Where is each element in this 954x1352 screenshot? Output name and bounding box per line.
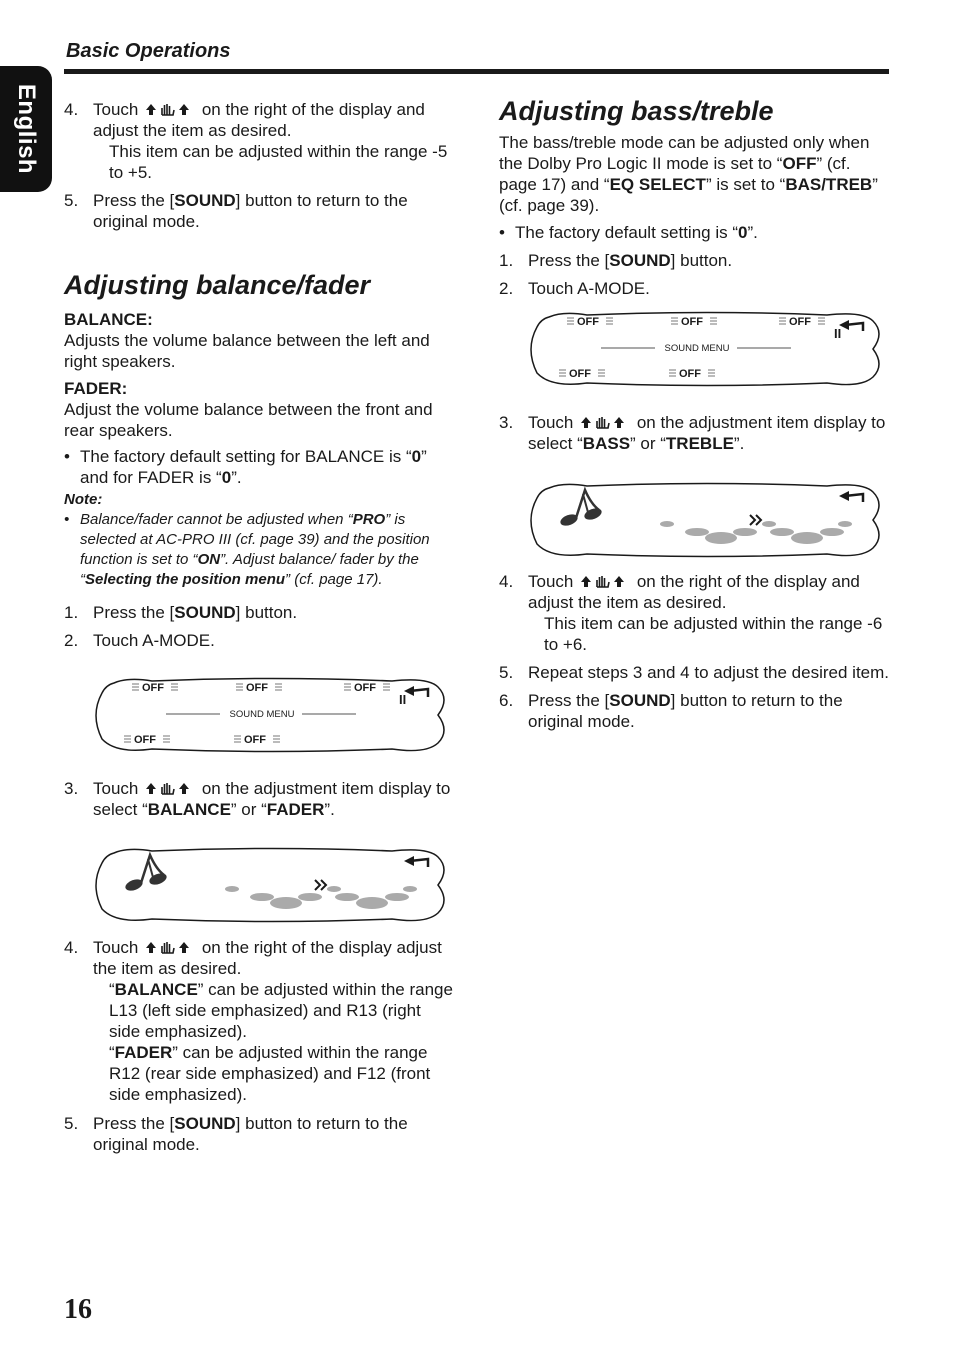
left-column xyxy=(64,99,456,651)
left-column-lower xyxy=(64,778,456,820)
up-arrow-icon xyxy=(581,417,591,428)
sound-menu-label: SOUND MENU xyxy=(229,709,295,720)
off-label: OFF xyxy=(679,368,701,380)
off-label: OFF xyxy=(142,682,164,694)
section-title: Basic Operations xyxy=(66,40,231,62)
sound-menu-display-2 xyxy=(527,309,887,389)
hand-icon xyxy=(162,942,174,953)
level-marker xyxy=(820,528,844,536)
up-arrow-icon xyxy=(581,576,591,587)
level-marker xyxy=(327,886,341,892)
intro-step-4: 4. Touch on the right of the display and adjust the item as desired. xyxy=(64,100,425,140)
balance-fader-heading: Adjusting balance/fader xyxy=(64,270,371,300)
default-bullet: • The factory default setting for BALANCE is “0” and for FADER is “0”. xyxy=(64,447,427,487)
hand-icon xyxy=(597,417,609,428)
up-arrow-icon xyxy=(179,942,189,953)
touch-keys-icon xyxy=(580,574,630,588)
balance-text: Adjusts the volume balance between the left and right speakers. xyxy=(64,331,430,371)
pro-logic-ii-mark: II xyxy=(834,326,842,341)
sound-menu-display xyxy=(92,675,452,755)
hand-icon xyxy=(162,783,174,794)
bass-range-text: This item can be adjusted within the range -6 to +6. xyxy=(544,614,883,654)
bass-step-4: 4. Touch on the right of the display and adjust the item as desired. xyxy=(499,572,860,612)
level-marker xyxy=(705,532,737,544)
fader-range-text: “FADER” can be adjusted within the range R12 (rear side emphasized) and F12 (front side emphasized). xyxy=(109,1043,431,1104)
touch-keys-icon xyxy=(580,415,630,429)
bass-default-bullet: • The factory default setting is “0”. xyxy=(499,223,758,242)
bass-step-3: 3. Touch on the adjustment item display to select “BASS” or “TREBLE”. xyxy=(499,413,886,453)
up-arrow-icon xyxy=(179,783,189,794)
up-arrow-icon xyxy=(146,104,156,115)
level-marker xyxy=(335,893,359,901)
level-marker xyxy=(356,897,388,909)
level-marker xyxy=(733,528,757,536)
bass-treble-intro: The bass/treble mode can be adjusted only when the Dolby Pro Logic II mode is set to “OFF” (cf. page 17) and “EQ SELECT” is set to “BAS/TREB” (cf. page 39). xyxy=(499,133,878,215)
bass-treble-heading: Adjusting bass/treble xyxy=(499,96,774,126)
note-text: • Balance/fader cannot be adjusted when “PRO” is selected at AC-PRO III (cf. page 39) and the position function is set to “ON”. Adjust balance/ fader by the “Selecting the position menu” (cf. page 17). xyxy=(64,511,430,588)
off-label: OFF xyxy=(789,316,811,328)
balance-step-1: 1. Press the [SOUND] button. xyxy=(64,603,298,622)
level-marker xyxy=(791,532,823,544)
intro-step-4-range: This item can be adjusted within the range -5 to +5. xyxy=(109,142,448,182)
page-number: 16 xyxy=(64,1294,92,1325)
right-column-mid xyxy=(499,412,891,454)
level-marker xyxy=(298,893,322,901)
off-label: OFF xyxy=(681,316,703,328)
bass-step-1: 1. Press the [SOUND] button. xyxy=(499,251,733,270)
balance-step-2: 2. Touch A-MODE. xyxy=(64,631,215,650)
off-label: OFF xyxy=(246,682,268,694)
fader-label: FADER: xyxy=(64,379,128,398)
intro-step-5: 5. Press the [SOUND] button to return to the original mode. xyxy=(64,191,408,231)
language-tab xyxy=(0,66,52,192)
off-label: OFF xyxy=(354,682,376,694)
up-arrow-icon xyxy=(614,417,624,428)
level-marker xyxy=(403,886,417,892)
right-column xyxy=(499,95,891,299)
touch-keys-icon xyxy=(145,102,195,116)
level-marker xyxy=(770,528,794,536)
header-rule xyxy=(64,69,889,74)
up-arrow-icon xyxy=(179,104,189,115)
right-column-lower xyxy=(499,571,891,732)
bass-step-6: 6. Press the [SOUND] button to return to the original mode. xyxy=(499,691,843,731)
level-marker xyxy=(685,528,709,536)
off-label: OFF xyxy=(577,316,599,328)
up-arrow-icon xyxy=(614,576,624,587)
level-marker xyxy=(838,521,852,527)
pro-logic-ii-mark: II xyxy=(399,692,407,707)
level-marker xyxy=(270,897,302,909)
off-label: OFF xyxy=(569,368,591,380)
balance-range-text: “BALANCE” can be adjusted within the range L13 (left side emphasized) and R13 (right side emphasized). xyxy=(109,980,453,1041)
up-arrow-icon xyxy=(146,783,156,794)
off-label: OFF xyxy=(134,734,156,746)
bass-step-5: 5. Repeat steps 3 and 4 to adjust the desired item. xyxy=(499,663,890,682)
touch-keys-icon xyxy=(145,781,195,795)
touch-keys-icon xyxy=(145,940,195,954)
sound-menu-label: SOUND MENU xyxy=(664,343,730,354)
level-marker xyxy=(385,893,409,901)
level-marker xyxy=(250,893,274,901)
off-label: OFF xyxy=(244,734,266,746)
language-tab-label: English xyxy=(13,83,40,175)
level-marker xyxy=(660,521,674,527)
balance-fader-display xyxy=(92,845,452,923)
balance-step-5: 5. Press the [SOUND] button to return to the original mode. xyxy=(64,1114,408,1154)
balance-step-3: 3. Touch on the adjustment item display to select “BALANCE” or “FADER”. xyxy=(64,779,451,819)
bass-step-2: 2. Touch A-MODE. xyxy=(499,279,650,298)
bass-treble-display xyxy=(527,480,887,558)
up-arrow-icon xyxy=(146,942,156,953)
level-marker xyxy=(762,521,776,527)
balance-step-4: 4. Touch on the right of the display adjust the item as desired. xyxy=(64,938,442,978)
balance-label: BALANCE: xyxy=(64,310,153,329)
left-column-bottom xyxy=(64,937,456,1155)
fader-text: Adjust the volume balance between the front and rear speakers. xyxy=(64,400,433,440)
level-marker xyxy=(225,886,239,892)
hand-icon xyxy=(162,104,174,115)
hand-icon xyxy=(597,576,609,587)
note-label: Note: xyxy=(64,491,103,508)
